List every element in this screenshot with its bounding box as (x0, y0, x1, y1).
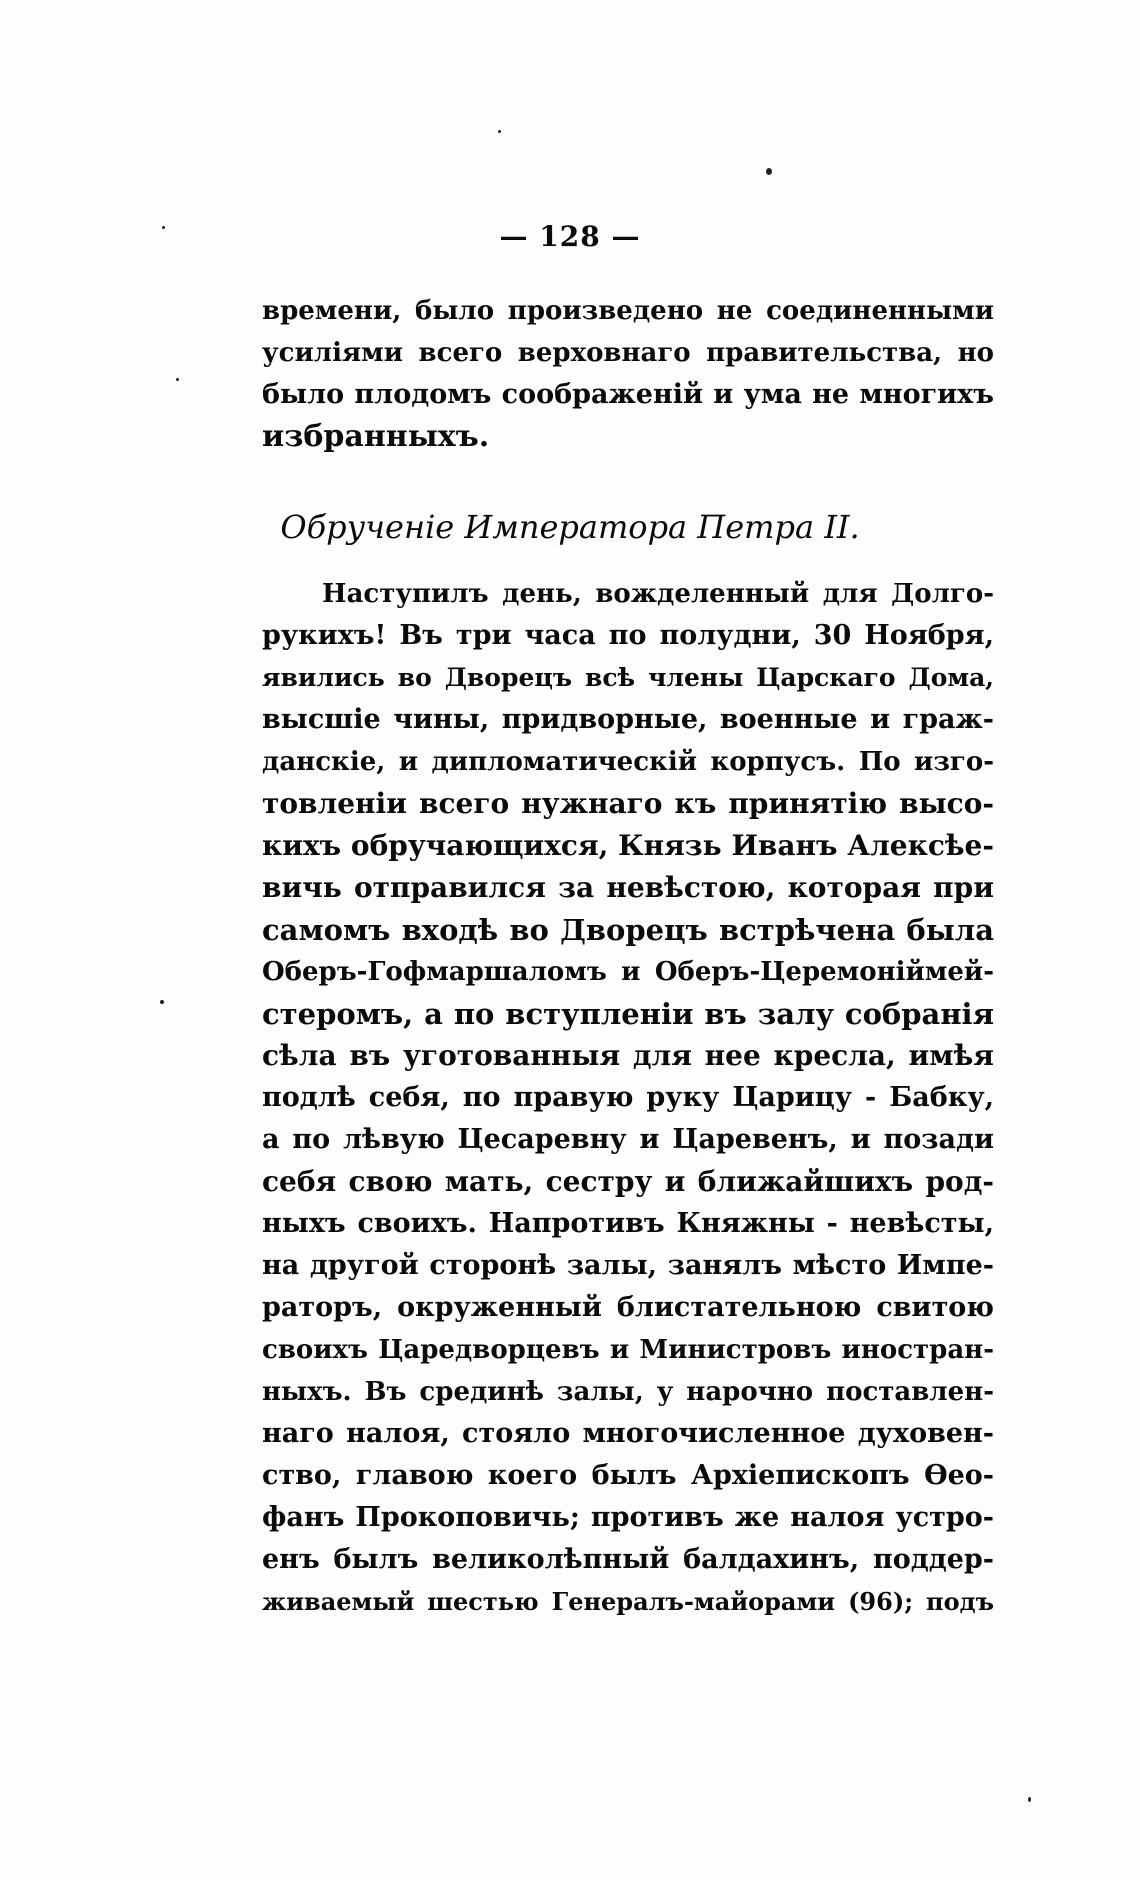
text-line: Наступилъ день, вожделенный для Долго- (322, 579, 994, 609)
text-line: раторъ, окруженный блистательною свитою (262, 1292, 994, 1323)
text-line: вичь отправился за невѣстою, которая при (262, 871, 994, 904)
print-speck (766, 168, 772, 175)
paragraph-main (262, 573, 994, 1623)
text-line: высшіе чины, придворные, военные и граж- (262, 704, 994, 735)
text-line: было плодомъ соображеній и ума не многихъ (262, 379, 994, 410)
print-speck (1028, 1797, 1031, 1802)
page-number: — 128 — (499, 220, 641, 253)
text-line: живаемый шестью Генералъ-майорами (96); подъ (262, 1587, 994, 1616)
paragraph-continuation (262, 290, 994, 458)
text-line: на другой сторонѣ залы, занялъ мѣсто Импе- (262, 1250, 994, 1281)
section-heading: Обрученіе Императора Петра II. (280, 508, 860, 546)
text-line: кихъ обручающихся, Князь Иванъ Алексѣе- (262, 829, 994, 862)
text-line: стеромъ, а по вступленіи въ залу собранія (262, 997, 994, 1031)
text-line: своихъ Царедворцевъ и Министровъ иностран- (262, 1335, 994, 1365)
text-line: а по лѣвую Цесаревну и Царевенъ, и позади (262, 1124, 994, 1155)
print-speck (498, 130, 501, 133)
text-line: времени, было произведено не соединенными (262, 296, 994, 326)
text-line: самомъ входѣ во Дворецъ встрѣчена была (262, 913, 994, 947)
text-line: рукихъ! Въ три часа по полудни, 30 Ноября, (262, 620, 994, 651)
text-line: подлѣ себя, по правую руку Царицу - Бабку, (262, 1082, 994, 1113)
text-line: Оберъ-Гофмаршаломъ и Оберъ-Церемоніймей- (262, 957, 994, 987)
text-line: усиліями всего верховнаго правительства, но (262, 338, 994, 368)
text-line: наго налоя, стояло многочисленное духовен- (262, 1418, 994, 1449)
text-line: ныхъ. Въ срединѣ залы, у нарочно поставлен- (262, 1377, 994, 1407)
text-line: ство, главою коего былъ Архіепископъ Ѳео- (262, 1460, 994, 1491)
text-line: енъ былъ великолѣпный балдахинъ, поддер- (262, 1544, 994, 1575)
text-line: явились во Дворецъ всѣ члены Царскаго Дома, (262, 663, 994, 692)
print-speck (160, 1000, 164, 1004)
text-line: товленіи всего нужнаго къ принятію высо- (262, 787, 994, 820)
text-line: ныхъ своихъ. Напротивъ Княжны - невѣсты, (262, 1208, 994, 1239)
text-line: избранныхъ. (262, 419, 490, 454)
print-speck (176, 378, 179, 381)
text-line: фанъ Прокоповичь; противъ же налоя устро- (262, 1502, 994, 1533)
text-line: сѣла въ уготованныя для нее кресла, имѣя (262, 1039, 994, 1072)
text-line: себя свою мать, сестру и ближайшихъ род- (262, 1165, 994, 1198)
text-line: данскіе, и дипломатическій корпусъ. По изго- (262, 747, 994, 777)
